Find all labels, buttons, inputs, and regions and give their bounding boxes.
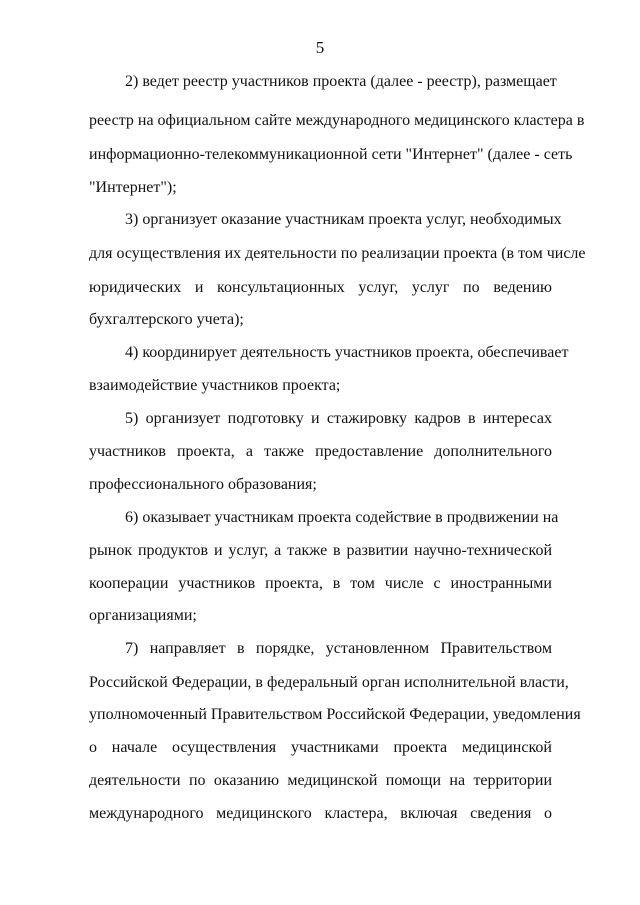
text-line: 6) оказывает участникам проекта содействие в продвижении на	[125, 509, 559, 526]
text-line: "Интернет");	[89, 179, 177, 196]
text-line: реестр на официальном сайте международного медицинского кластера в	[89, 112, 585, 129]
text-line: взаимодействие участников проекта;	[89, 377, 341, 394]
text-line: уполномоченный Правительством Российской Федерации, уведомления	[89, 706, 581, 723]
text-line: участников проекта, а также предоставление дополнительного	[89, 443, 552, 460]
text-line: юридических и консультационных услуг, услуг по ведению	[89, 279, 552, 296]
text-line: 4) координирует деятельность участников проекта, обеспечивает	[125, 344, 569, 361]
text-line: 5) организует подготовку и стажировку кадров в интересах	[125, 410, 552, 427]
page-number: 5	[315, 38, 325, 57]
text-line: о начале осуществления участниками проекта медицинской	[89, 739, 552, 756]
text-line: организациями;	[89, 607, 197, 624]
text-line: для осуществления их деятельности по реализации проекта (в том числе	[89, 245, 586, 262]
text-line: Российской Федерации, в федеральный орган исполнительной власти,	[89, 674, 569, 691]
text-line: деятельности по оказанию медицинской помощи на территории	[89, 772, 552, 789]
text-line: международного медицинского кластера, включая сведения о	[89, 805, 552, 822]
text-line: 7) направляет в порядке, установленном Правительством	[125, 640, 552, 657]
text-line: 2) ведет реестр участников проекта (далее - реестр), размещает	[125, 73, 557, 90]
text-line: профессионального образования;	[89, 476, 317, 493]
text-line: бухгалтерского учета);	[89, 311, 244, 328]
text-line: кооперации участников проекта, в том числе с иностранными	[89, 575, 552, 592]
text-line: информационно-телекоммуникационной сети "Интернет" (далее - сеть	[89, 146, 573, 163]
text-line: рынок продуктов и услуг, а также в развитии научно-технической	[89, 542, 552, 559]
text-line: 3) организует оказание участникам проекта услуг, необходимых	[125, 211, 562, 228]
